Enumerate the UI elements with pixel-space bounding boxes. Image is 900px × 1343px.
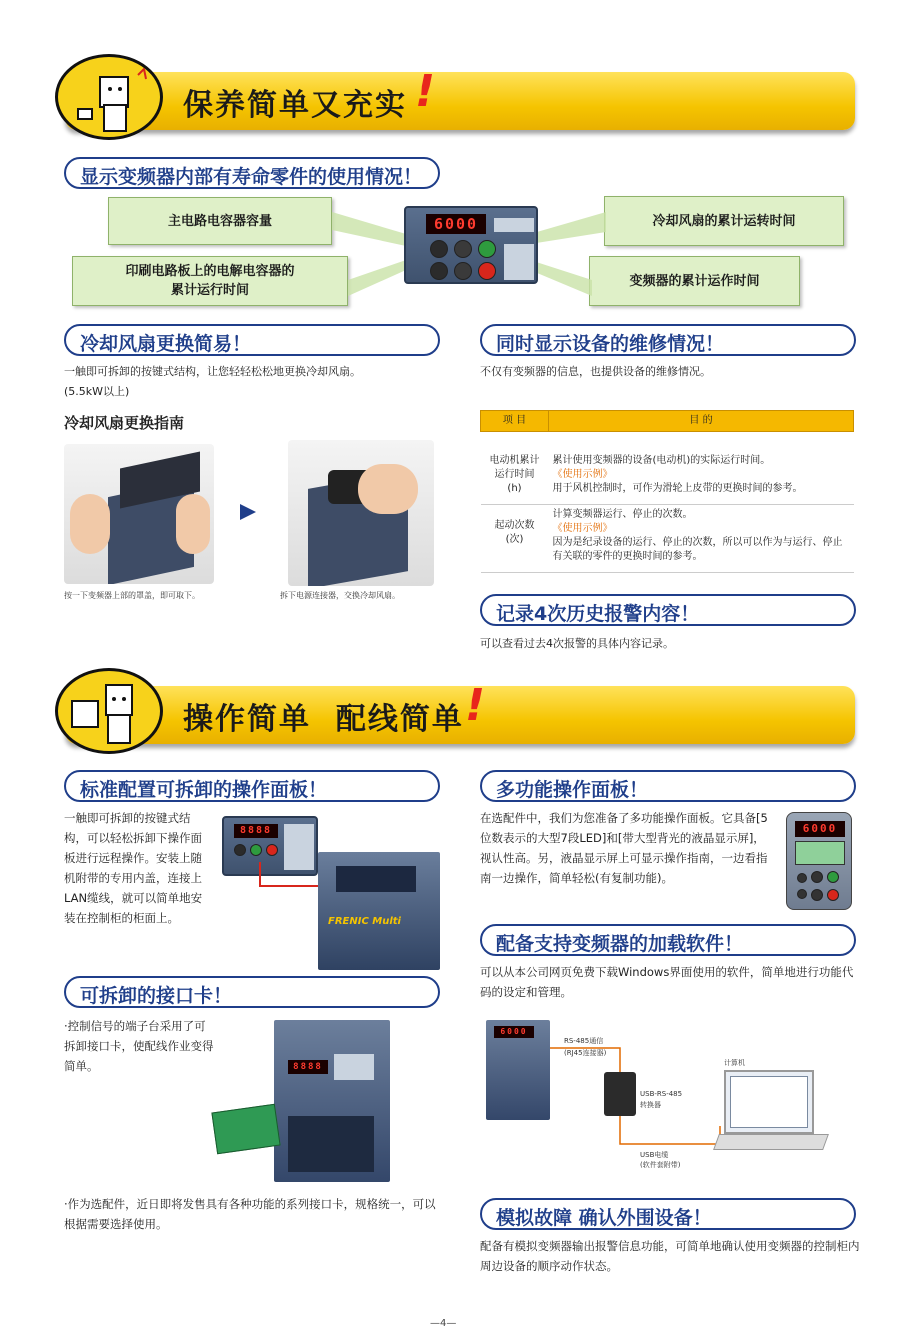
fan-step2-photo bbox=[288, 440, 434, 586]
inverter-with-card-image: 8888 bbox=[274, 1020, 390, 1182]
inverter-unit-image bbox=[318, 852, 440, 970]
interface-card-description: ·控制信号的端子台采用了可拆卸接口卡，使配线作业变得简单。 bbox=[64, 1019, 214, 1073]
fan-step1-photo bbox=[64, 444, 214, 584]
usb-cable-label-2: (软件套附带) bbox=[640, 1161, 681, 1169]
table-cell-item: 电动机累计 运行时间 (h) bbox=[481, 432, 549, 505]
usb-cable-label-1: USB电缆 bbox=[640, 1151, 669, 1159]
callout-main-capacitor: 主电路电容器容量 bbox=[108, 197, 332, 245]
mascot-icon bbox=[55, 54, 163, 140]
mascot-icon bbox=[55, 668, 163, 754]
converter-label-2: 转换器 bbox=[640, 1101, 661, 1109]
operation-panel-image bbox=[404, 206, 538, 284]
interface-card-note: ·作为选配件，近日即将发售具有各种功能的系列接口卡，规格统一，可以根据需要选择使用。 bbox=[64, 1197, 436, 1231]
table-cell-purpose: 累计使用变频器的设备(电动机)的实际运行时间。 《使用示例》 用于风机控制时，可作为滑轮上皮带的更换时间的参考。 bbox=[549, 432, 854, 505]
fan-heading: 冷却风扇更换简易！ bbox=[64, 324, 440, 356]
software-connection-diagram bbox=[480, 1016, 856, 1182]
software-description: 可以从本公司网页免费下载Windows界面使用的软件，简单地进行功能代码的设定和管理。 bbox=[480, 965, 854, 999]
fan-step1-caption: 按一下变频器上部的罩盖，即可取下。 bbox=[64, 591, 200, 600]
maintenance-description: 不仅有变频器的信息，也提供设备的维修情况。 bbox=[480, 365, 711, 378]
software-heading: 配备支持变频器的加载软件！ bbox=[480, 924, 856, 956]
simulate-fault-description: 配备有模拟变频器输出报警信息功能，可简单地确认使用变频器的控制柜内周边设备的顺序动作状态。 bbox=[480, 1239, 860, 1273]
banner-title: 保养简单又充实 bbox=[183, 88, 407, 123]
exclamation-mark: ! bbox=[415, 66, 436, 117]
fan-description: 一触即可拆卸的按键式结构，让您轻轻松松地更换冷却风扇。 bbox=[64, 365, 361, 378]
panel-label-area bbox=[504, 244, 534, 280]
operation-banner bbox=[65, 680, 855, 744]
detachable-panel-description: 一触即可拆卸的按键式结构，可以轻松拆卸下操作面板进行远程操作。安装上随机附带的专用内盖，连接上LAN缆线，就可以简单地安装在控制柜的柜面上。 bbox=[64, 811, 203, 925]
led-display: 8888 bbox=[234, 824, 278, 838]
stop-button bbox=[478, 262, 496, 280]
up-button bbox=[454, 240, 472, 258]
diagram-inverter-image: 6000 bbox=[486, 1020, 550, 1120]
rj45-label: (RJ45连接器) bbox=[564, 1049, 607, 1057]
maintenance-banner bbox=[65, 66, 855, 130]
fan-power-note: (5.5kW以上) bbox=[64, 385, 130, 398]
table-row bbox=[481, 432, 854, 505]
callout-pcb-capacitor: 印刷电路板上的电解电容器的 累计运行时间 bbox=[72, 256, 348, 306]
func-button bbox=[430, 262, 448, 280]
table-cell-item: 起动次数 (次) bbox=[481, 505, 549, 573]
banner-title: 操作简单 配线简单 bbox=[183, 702, 464, 737]
laptop-keyboard-image bbox=[713, 1134, 829, 1150]
alarm-heading: 记录4次历史报警内容！ bbox=[480, 594, 856, 626]
fan-step2-caption: 拆下电源连接器，交换冷却风扇。 bbox=[280, 591, 400, 600]
brand-label: FRENIC Multi bbox=[328, 916, 401, 927]
table-cell-purpose: 计算变频器运行、停止的次数。 《使用示例》 因为是纪录设备的运行、停止的次数，所以可以作为与运行、停止有关联的零件的更换时间的参考。 bbox=[549, 505, 854, 573]
pc-label: 计算机 bbox=[724, 1059, 745, 1067]
indicator-strip bbox=[494, 218, 534, 232]
detachable-panel-heading: 标准配置可拆卸的操作面板！ bbox=[64, 770, 440, 802]
multifunction-panel-description: 在选配件中，我们为您准备了多功能操作面板。它具备[5位数表示的大型7段LED]和[带大型背光的液晶显示屏]，视认性高。另，液晶显示屏上可显示操作指南，一边看指南一边操作，简单轻松(有复制功能)。 bbox=[480, 811, 768, 885]
run-button bbox=[478, 240, 496, 258]
next-step-arrow-icon bbox=[238, 502, 258, 522]
page-number: —4— bbox=[430, 1318, 457, 1329]
prg-button bbox=[430, 240, 448, 258]
table-row bbox=[481, 505, 854, 573]
maintenance-heading: 同时显示设备的维修情况！ bbox=[480, 324, 856, 356]
alarm-description: 可以查看过去4次报警的具体内容记录。 bbox=[480, 637, 674, 650]
simulate-fault-heading: 模拟故障 确认外围设备！ bbox=[480, 1198, 856, 1230]
fan-guide-title: 冷却风扇更换指南 bbox=[64, 414, 185, 432]
maintenance-table bbox=[480, 410, 854, 573]
multifunction-panel-image: 6000 bbox=[786, 812, 852, 910]
interface-card-heading: 可拆卸的接口卡！ bbox=[64, 976, 440, 1008]
led-display: 6000 bbox=[426, 214, 486, 234]
table-header-item: 项 目 bbox=[481, 411, 549, 432]
interface-card-board-image bbox=[211, 1104, 280, 1154]
callout-inverter-runtime: 变频器的累计运作时间 bbox=[589, 256, 800, 306]
converter-label-1: USB-RS-485 bbox=[640, 1090, 683, 1098]
multifunction-panel-heading: 多功能操作面板！ bbox=[480, 770, 856, 802]
laptop-screen-image bbox=[724, 1070, 814, 1134]
usb-converter-image bbox=[604, 1072, 636, 1116]
callout-fan-runtime: 冷却风扇的累计运转时间 bbox=[604, 196, 844, 246]
rs485-label: RS-485通信 bbox=[564, 1037, 604, 1045]
lifespan-heading: 显示变频器内部有寿命零件的使用情况！ bbox=[64, 157, 440, 189]
table-header-purpose: 目 的 bbox=[549, 411, 854, 432]
exclamation-mark: ! bbox=[465, 680, 486, 731]
down-button bbox=[454, 262, 472, 280]
